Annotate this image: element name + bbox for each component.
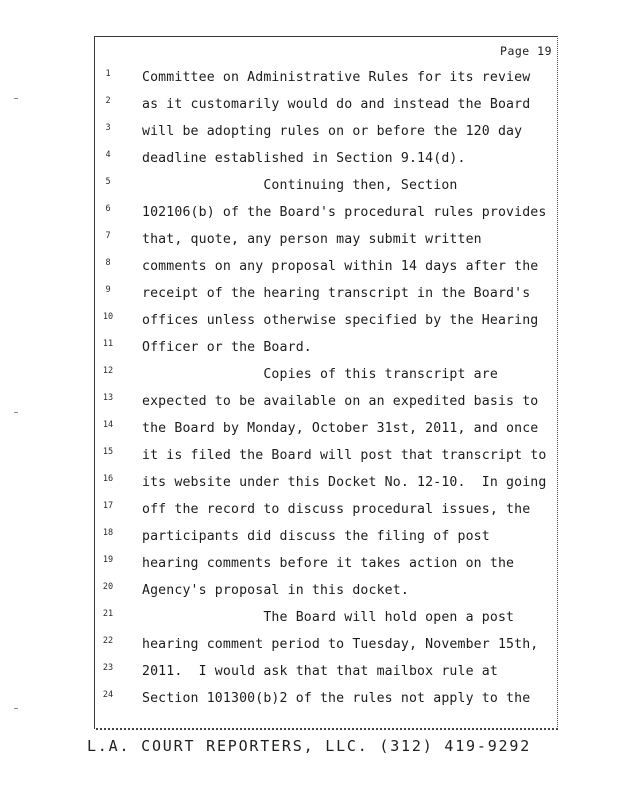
line-text: deadline established in Section 9.14(d). — [142, 151, 466, 166]
transcript-line — [0, 253, 618, 280]
line-number: 10 — [102, 312, 114, 322]
transcript-line — [0, 334, 618, 361]
transcript-line — [0, 550, 618, 577]
page-number: Page 19 — [500, 44, 552, 58]
line-text: 102106(b) of the Board's procedural rules provides — [142, 205, 547, 220]
line-text: Continuing then, Section — [142, 178, 458, 193]
transcript-lines — [0, 64, 618, 712]
line-number: 1 — [105, 69, 111, 79]
line-number: 19 — [102, 555, 114, 565]
line-text: Section 101300(b)2 of the rules not apply to the — [142, 691, 531, 706]
line-number: 18 — [102, 528, 114, 538]
transcript-line — [0, 577, 618, 604]
line-text: it is filed the Board will post that transcript to — [142, 448, 547, 463]
line-number: 24 — [102, 690, 114, 700]
line-number: 16 — [102, 474, 114, 484]
line-text: its website under this Docket No. 12-10. In going — [142, 475, 547, 490]
transcript-line — [0, 91, 618, 118]
transcript-line — [0, 226, 618, 253]
transcript-line — [0, 685, 618, 712]
line-text: 2011. I would ask that that mailbox rule at — [142, 664, 498, 679]
line-number: 21 — [102, 609, 114, 619]
transcript-line — [0, 658, 618, 685]
transcript-line — [0, 307, 618, 334]
line-number: 4 — [105, 150, 111, 160]
transcript-line — [0, 361, 618, 388]
line-text: Officer or the Board. — [142, 340, 312, 355]
line-number: 13 — [102, 393, 114, 403]
page-bottom-rule — [96, 728, 558, 730]
line-number: 17 — [102, 501, 114, 511]
line-text: participants did discuss the filing of post — [142, 529, 490, 544]
line-number: 9 — [105, 285, 111, 295]
line-number: 7 — [105, 231, 111, 241]
line-number: 22 — [102, 636, 114, 646]
transcript-line — [0, 523, 618, 550]
transcript-line — [0, 280, 618, 307]
line-text: Copies of this transcript are — [142, 367, 498, 382]
line-number: 12 — [102, 366, 114, 376]
line-text: Agency's proposal in this docket. — [142, 583, 409, 598]
line-text: that, quote, any person may submit written — [142, 232, 482, 247]
transcript-line — [0, 118, 618, 145]
line-text: expected to be available on an expedited basis to — [142, 394, 539, 409]
transcript-line — [0, 64, 618, 91]
line-text: the Board by Monday, October 31st, 2011, and once — [142, 421, 539, 436]
transcript-line — [0, 442, 618, 469]
line-number: 11 — [102, 339, 114, 349]
line-text: comments on any proposal within 14 days after the — [142, 259, 539, 274]
line-number: 5 — [105, 177, 111, 187]
line-text: receipt of the hearing transcript in the Board's — [142, 286, 531, 301]
transcript-line — [0, 496, 618, 523]
transcript-line — [0, 469, 618, 496]
line-text: offices unless otherwise specified by the Hearing — [142, 313, 539, 328]
line-text: hearing comments before it takes action on the — [142, 556, 515, 571]
transcript-line — [0, 604, 618, 631]
transcript-line — [0, 199, 618, 226]
transcript-line — [0, 415, 618, 442]
court-reporter-footer: L.A. COURT REPORTERS, LLC. (312) 419-9292 — [86, 737, 532, 755]
line-text: Committee on Administrative Rules for its review — [142, 70, 531, 85]
line-number: 20 — [102, 582, 114, 592]
transcript-line — [0, 388, 618, 415]
line-number: 8 — [105, 258, 111, 268]
line-text: off the record to discuss procedural issues, the — [142, 502, 531, 517]
line-number: 14 — [102, 420, 114, 430]
line-text: as it customarily would do and instead the Board — [142, 97, 531, 112]
line-number: 23 — [102, 663, 114, 673]
line-text: hearing comment period to Tuesday, November 15th, — [142, 637, 539, 652]
line-number: 3 — [105, 123, 111, 133]
transcript-line — [0, 631, 618, 658]
transcript-line — [0, 145, 618, 172]
line-text: will be adopting rules on or before the 120 day — [142, 124, 523, 139]
line-text: The Board will hold open a post — [142, 610, 515, 625]
line-number: 6 — [105, 204, 111, 214]
line-number: 2 — [105, 96, 111, 106]
line-number: 15 — [102, 447, 114, 457]
transcript-line — [0, 172, 618, 199]
